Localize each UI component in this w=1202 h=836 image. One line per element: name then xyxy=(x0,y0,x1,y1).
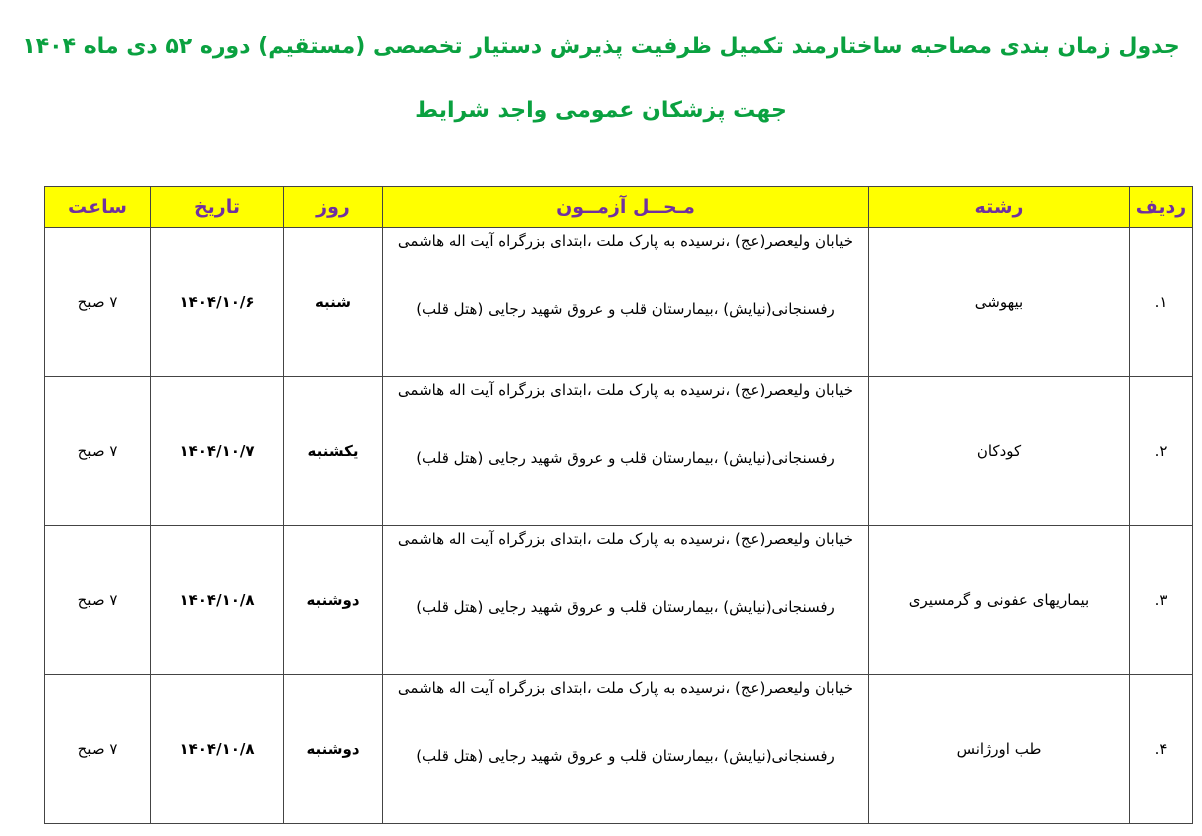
row-number: ۳. xyxy=(1130,526,1193,675)
exam-day: دوشنبه xyxy=(284,526,383,675)
column-header-field: رشته xyxy=(869,187,1130,228)
exam-date: ۱۴۰۴/۱۰/۸ xyxy=(151,675,284,824)
column-header-location: مـحــل آزمــون xyxy=(383,187,869,228)
exam-time: ۷ صبح xyxy=(45,377,151,526)
table-header-row xyxy=(45,187,1193,228)
column-header-row: ردیف xyxy=(1130,187,1193,228)
field-name: بیماریهای عفونی و گرمسیری xyxy=(869,526,1130,675)
table-row xyxy=(45,377,1193,526)
location-line-1: خیابان ولیعصر(عج) ،نرسیده به پارک ملت ،ابتدای بزرگراه آیت اله هاشمی xyxy=(397,530,854,548)
row-number: ۱. xyxy=(1130,228,1193,377)
exam-date: ۱۴۰۴/۱۰/۶ xyxy=(151,228,284,377)
field-name: بیهوشی xyxy=(869,228,1130,377)
location-line-1: خیابان ولیعصر(عج) ،نرسیده به پارک ملت ،ابتدای بزرگراه آیت اله هاشمی xyxy=(397,381,854,399)
table-row xyxy=(45,228,1193,377)
page-title: جدول زمان بندی مصاحبه ساختارمند تکمیل ظرفیت پذیرش دستیار تخصصی (مستقیم) دوره ۵۲ دی ماه ۱۴۰۴ xyxy=(22,34,1180,59)
table-row xyxy=(45,526,1193,675)
column-header-time: ساعت xyxy=(45,187,151,228)
exam-day: یکشنبه xyxy=(284,377,383,526)
exam-time: ۷ صبح xyxy=(45,526,151,675)
exam-time: ۷ صبح xyxy=(45,228,151,377)
exam-time: ۷ صبح xyxy=(45,675,151,824)
location-line-1: خیابان ولیعصر(عج) ،نرسیده به پارک ملت ،ابتدای بزرگراه آیت اله هاشمی xyxy=(397,679,854,697)
row-number: ۴. xyxy=(1130,675,1193,824)
exam-day: دوشنبه xyxy=(284,675,383,824)
column-header-date: تاریخ xyxy=(151,187,284,228)
row-number: ۲. xyxy=(1130,377,1193,526)
location-line-2: رفسنجانی(نیایش) ،بیمارستان قلب و عروق شهید رجایی (هتل قلب) xyxy=(416,300,835,318)
exam-date: ۱۴۰۴/۱۰/۷ xyxy=(151,377,284,526)
exam-day: شنبه xyxy=(284,228,383,377)
exam-location xyxy=(383,675,869,824)
schedule-table xyxy=(44,186,1193,824)
exam-date: ۱۴۰۴/۱۰/۸ xyxy=(151,526,284,675)
location-line-1: خیابان ولیعصر(عج) ،نرسیده به پارک ملت ،ابتدای بزرگراه آیت اله هاشمی xyxy=(397,232,854,250)
exam-location xyxy=(383,377,869,526)
exam-location xyxy=(383,526,869,675)
page-subtitle: جهت پزشکان عمومی واجد شرایط xyxy=(415,98,787,123)
location-line-2: رفسنجانی(نیایش) ،بیمارستان قلب و عروق شهید رجایی (هتل قلب) xyxy=(416,449,835,467)
location-line-2: رفسنجانی(نیایش) ،بیمارستان قلب و عروق شهید رجایی (هتل قلب) xyxy=(416,598,835,616)
exam-location xyxy=(383,228,869,377)
location-line-2: رفسنجانی(نیایش) ،بیمارستان قلب و عروق شهید رجایی (هتل قلب) xyxy=(416,747,835,765)
field-name: کودکان xyxy=(869,377,1130,526)
field-name: طب اورژانس xyxy=(869,675,1130,824)
table-row xyxy=(45,675,1193,824)
column-header-day: روز xyxy=(284,187,383,228)
